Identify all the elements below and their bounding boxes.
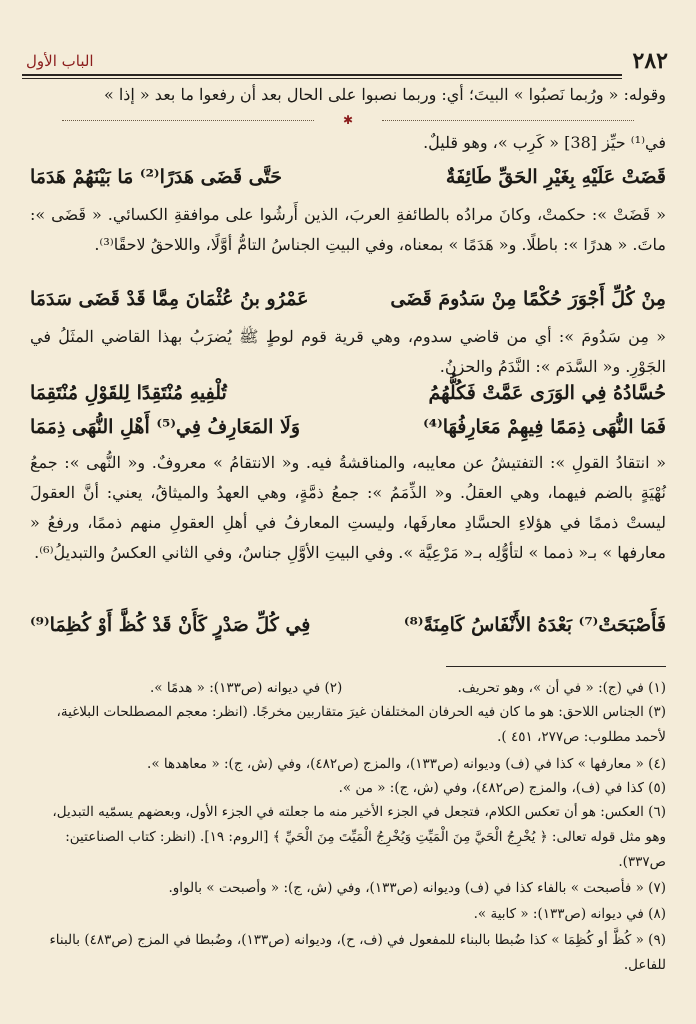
intro-line: وقوله: « ورُبما نَصبُوا » البيتَ؛ أي: وربما نصبوا على الحال بعد أن رفعوا ما بعد « إذا »	[103, 85, 666, 104]
paragraph-4: « انتقادُ القولِ »: التفتيشُ عن معايبه، والمناقشةُ فيه. و« الانتقامُ » معروفٌ. و« النُّهى »: جمعُ نُهْيَةٍ بالضم فيهما، وهي العقلُ. و« الذِّمَمُ »: جمعُ ذمَّةٍ، وهي العهدُ والميثاقُ، يعني: أنَّ العقولَ ليستْ ذممًا في هؤلاءِ الحسَّادِ معارفَها، وليستِ المعارفُ في أهلِ العقولِ منهم ذممًا، ورفعُ « معارفها » بـ« ذمما » لتأوُّلِه بـ« مَرْعِيَّة ». وفي البيتِ الأوَّلِ جناسٌ، وفي الثاني العكسُ والتبديلُ⁽⁶⁾.	[30, 453, 666, 562]
paragraph-1: في⁽¹⁾ حيِّز [38] « كَرِب »، وهو قليلٌ.	[423, 133, 666, 152]
verse-3-second-hemistich: تُلْفِيهِ مُنْتَقِدًا لِلقَوْلِ مُنْتَقِمَا	[30, 382, 227, 404]
verse-1-first-hemistich: قَضَتْ عَلَيْهِ بِغَيْرِ الحَقِّ طَائِفَةٌ	[445, 166, 666, 188]
verse-5-first-hemistich: فَأَصْبَحَتْ⁽⁷⁾ بَعْدَهُ الأَنْفَاسُ كَامِنَةً⁽⁸⁾	[403, 614, 666, 636]
page-number: ٢٨٢	[632, 48, 668, 74]
footnote-7: (٧) « فأصبحت » بالفاء كذا في (ف) وديوانه (ص١٣٣)، وفي (ش، ج): « وأصبحت » بالواو.	[168, 880, 666, 896]
footnotes-row-1	[30, 676, 666, 701]
footnote-separator	[446, 666, 666, 667]
paragraph-2: « قَضَتْ »: حكمتْ، وكانَ مرادُه بالطائفةِ العربَ، الذين أَرشُوا على موافقةِ الكسائي. « قَضَى »: ماتَ. « هدرًا »: باطلًا. و« هَدَمًا » بمعناه، وفي البيتِ الجناسُ التامُّ أوَّلًا، واللاحقُ لاحقًا⁽³⁾.	[30, 205, 666, 254]
divider-line-left	[62, 120, 314, 121]
header-rule-thin	[22, 78, 622, 79]
chapter-title: الباب الأول	[26, 52, 94, 70]
verse-5-second-hemistich: فِي كُلِّ صَدْرٍ كَأَنْ قَدْ كُظَّ أَوْ كُظِمَا⁽⁹⁾	[30, 614, 311, 636]
verse-1	[30, 166, 666, 200]
section-divider	[62, 113, 634, 127]
verse-2-second-hemistich: عَمْرُو بنُ عُثْمَانَ مِمَّا قَدْ قَضَى سَدَمَا	[30, 288, 309, 310]
footnote-6: (٦) العكس: هو أن تعكس الكلام، فتجعل في الجزء الأخير منه ما جعلته في الجزء الأول، وبعضهم يسمّيه التبديل، وهو مثل قوله تعالى: ﴿ يُخْرِجُ الْحَيَّ مِنَ الْمَيِّتِ وَيُخْرِجُ الْمَيِّتَ مِنَ الْحَيِّ ﴾ [الروم: ١٩]. (انظر: كتاب الصناعتين: ص٣٣٧).	[52, 804, 666, 870]
verse-1-second-hemistich: حَتَّى قَضَى هَدَرًا⁽²⁾ مَا بَيْنَهُمْ هَدَمَا	[30, 166, 282, 188]
verse-2	[30, 288, 666, 322]
verse-4-second-hemistich: وَلَا المَعَارِفُ فِي⁽⁵⁾ أَهْلِ النُّهَى ذِمَمَا	[30, 416, 301, 438]
verse-3-first-hemistich: حُسَّادُهُ فِي الوَرَى عَمَّتْ فَكُلُّهُمُ	[428, 382, 666, 404]
verse-3	[30, 382, 666, 416]
verse-4	[30, 416, 666, 450]
footnote-3: (٣) الجناس اللاحق: هو ما كان فيه الحرفان المختلفان غيرَ متقاربين مخرجًا. (انظر: معجم المصطلحات البلاغية، لأحمد مطلوب: ص٢٧٧، ٤٥١ ).	[56, 704, 666, 745]
verse-5	[30, 614, 666, 648]
verse-2-first-hemistich: مِنْ كُلِّ أَجْوَرَ حُكْمًا مِنْ سَدُومَ قَضَى	[390, 288, 666, 310]
footnote-4: (٤) « معارفها » كذا في (ف) وديوانه (ص١٣٣)، والمزج (ص٤٨٢)، وفي (ش، ج): « معاهدها ».	[147, 756, 666, 772]
footnote-1: (١) في (ج): « في أن »، وهو تحريف.	[457, 680, 666, 696]
footnote-2: (٢) في ديوانه (ص١٣٣): « هدمًا ».	[150, 680, 343, 696]
footnote-8: (٨) في ديوانه (ص١٣٣): « كابية ».	[473, 906, 666, 922]
ornament-icon: ✱	[342, 113, 354, 127]
footnote-9: (٩) « كُظَّ أو كُظِمَا » كذا ضُبطا بالبناء للمفعول في (ف، ح)، وديوانه (ص١٣٣)، وضُبطا في المزج (ص٤٨٣) بالبناء للفاعل.	[49, 932, 666, 973]
header-rule	[22, 74, 622, 76]
page-header	[22, 46, 674, 76]
paragraph-3: « مِن سَدُومَ »: أي من قاضي سدوم، وهي قرية قوم لوطٍ ﷺ يُضرَبُ بهذا القاضي المثَلُ في الجَوْرِ. و« السَّدَم »: النَّدَمُ والحزنُ.	[30, 327, 667, 376]
verse-4-first-hemistich: فَمَا النُّهَى ذِمَمًا فِيهِمْ مَعَارِفُهَا⁽⁴⁾	[423, 416, 666, 438]
divider-line-right	[382, 120, 634, 121]
book-page	[22, 0, 674, 1024]
footnote-5: (٥) كذا في (ف)، والمزج (ص٤٨٢)، وفي (ش، ج): « من ».	[338, 780, 666, 796]
